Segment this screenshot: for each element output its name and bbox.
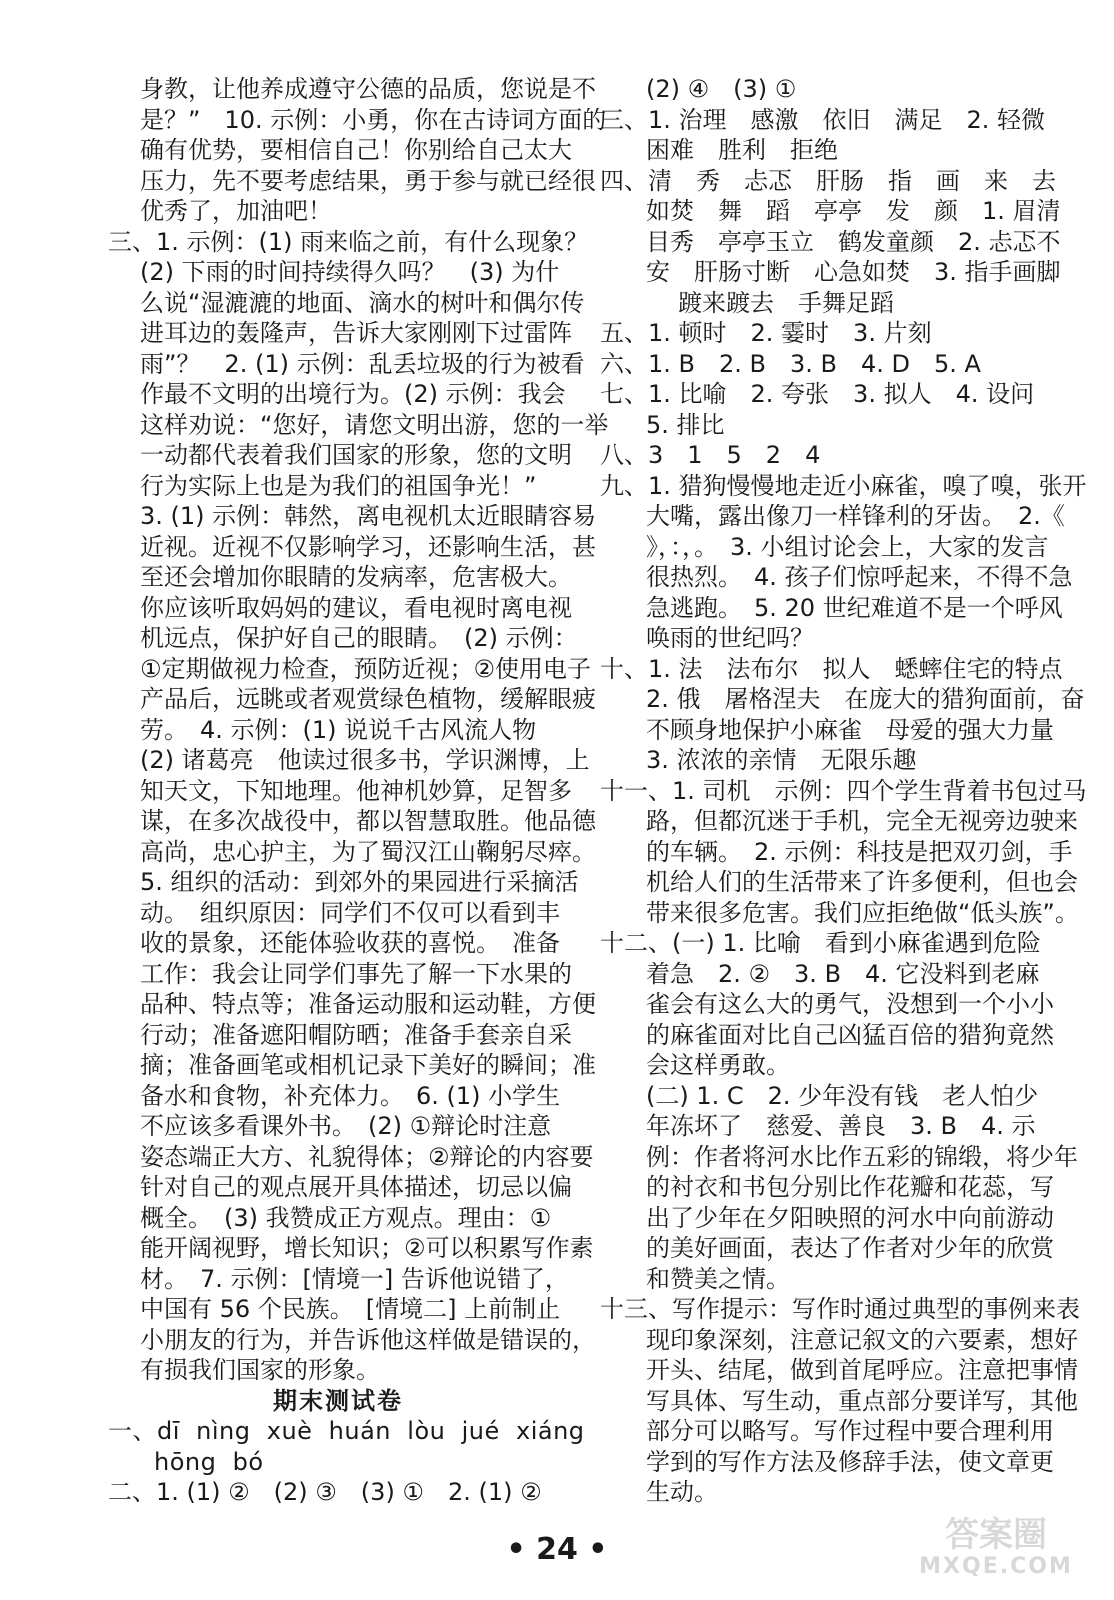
watermark-url: MXQE.COM <box>919 1554 1073 1579</box>
answer-line: 5. 组织的活动：到郊外的果园进行采摘活 <box>140 868 579 896</box>
answer-line: 安 肝肠寸断 心急如焚 3. 指手画脚 <box>646 258 1061 286</box>
page-number: • 24 • <box>506 1532 608 1567</box>
answer-line: 行动；准备遮阳帽防晒；准备手套亲自采 <box>140 1020 572 1049</box>
answer-line: 生动。 <box>646 1478 718 1506</box>
answer-line: 现印象深刻，注意记叙文的六要素，想好 <box>646 1325 1078 1354</box>
answer-line: 雀会有这么大的勇气，没想到一个小小 <box>646 990 1054 1018</box>
answer-line: 品种、特点等；准备运动服和运动鞋，方便 <box>140 990 596 1018</box>
answer-line: 2. 俄 屠格涅夫 在庞大的猎狗面前，奋 <box>646 685 1085 713</box>
answer-line: 出了少年在夕阳映照的河水中向前游动 <box>646 1203 1054 1232</box>
answer-line: 中国有 56 个民族。 [情境二] 上前制止 <box>140 1295 561 1323</box>
answer-line: 收的景象，还能体验收获的喜悦。 准备 <box>140 929 560 957</box>
answer-line: 机给人们的生活带来了许多便利，但也会 <box>646 868 1078 896</box>
answer-line: 3. (1) 示例：韩然，离电视机太近眼睛容易 <box>140 502 597 530</box>
answer-line: 和赞美之情。 <box>646 1264 790 1293</box>
answer-line: 带来很多危害。我们应拒绝做“低头族”。 <box>646 898 1079 927</box>
answer-line: 知天文，下知地理。他神机妙算，足智多 <box>140 776 572 805</box>
answer-line: 行为实际上也是为我们的祖国争光！” <box>140 471 537 500</box>
answer-line: 这样劝说：“您好，请您文明出游，您的一举 <box>140 410 609 439</box>
answer-line: 身教，让他养成遵守公德的品质，您说是不 <box>140 75 596 103</box>
left-column <box>108 74 609 1508</box>
answer-line: hōng bó <box>154 1447 264 1476</box>
answer-line: 一动都代表着我们国家的形象，您的文明 <box>140 441 572 469</box>
answer-line: 概全。 (3) 我赞成正方观点。理由：① <box>140 1203 552 1232</box>
answer-line: 例：作者将河水比作五彩的锦缎，将少年 <box>646 1142 1078 1171</box>
answer-line: 如焚 舞 蹈 亭亭 发 颜 1. 眉清 <box>646 197 1061 225</box>
answer-line: 目秀 亭亭玉立 鹤发童颜 2. 忐忑不 <box>646 227 1061 256</box>
answer-line: 部分可以略写。写作过程中要合理利用 <box>646 1417 1054 1445</box>
answer-line: 材。 7. 示例：[情境一] 告诉他说错了， <box>140 1264 569 1293</box>
answer-line: 压力，先不要考虑结果，勇于参与就已经很 <box>140 166 596 195</box>
answer-line: 姿态端正大方、礼貌得体；②辩论的内容要 <box>140 1142 594 1171</box>
section-heading: 期末测试卷 <box>273 1386 403 1415</box>
answer-line: 能开阔视野，增长知识；②可以积累写作素 <box>140 1234 594 1262</box>
answer-line: 备水和食物，补充体力。 6. (1) 小学生 <box>140 1081 561 1110</box>
answer-line: 困难 胜利 拒绝 <box>646 136 838 164</box>
answer-line: 急逃跑。 5. 20 世纪难道不是一个呼风 <box>646 593 1063 622</box>
answer-line: 十、1. 法 法布尔 拟人 蟋蟀住宅的特点 <box>600 654 1063 683</box>
answer-line: 十一、1. 司机 示例：四个学生背着书包过马 <box>600 776 1087 805</box>
answer-line: 你应该听取妈妈的建议，看电视时离电视 <box>140 593 572 622</box>
answer-line: 八、3 1 5 2 4 <box>600 441 821 469</box>
answer-line: 唤雨的世纪吗？ <box>646 624 814 652</box>
answer-line: 十三、写作提示：写作时通过典型的事例来表 <box>600 1295 1080 1323</box>
answer-line: (二) 1. C 2. 少年没有钱 老人怕少 <box>646 1081 1039 1110</box>
answer-line: 针对自己的观点展开具体描述，切忌以偏 <box>140 1173 572 1201</box>
right-column <box>600 74 1087 1508</box>
answer-line: 是？” 10. 示例：小勇，你在古诗词方面的 <box>140 105 607 134</box>
answer-line: 摘；准备画笔或相机记录下美好的瞬间；准 <box>140 1051 596 1079</box>
answer-line: 十二、(一) 1. 比喻 看到小麻雀遇到危险 <box>600 929 1041 957</box>
answer-line: 不应该多看课外书。 (2) ①辩论时注意 <box>140 1112 552 1140</box>
answer-line: 三、1. 治理 感激 依旧 满足 2. 轻微 <box>600 105 1046 134</box>
answer-line: 九、1. 猎狗慢慢地走近小麻雀，嗅了嗅，张开 <box>600 471 1087 500</box>
answer-line: 年冻坏了 慈爱、善良 3. B 4. 示 <box>646 1112 1036 1140</box>
answer-line: 作最不文明的出境行为。(2) 示例：我会 <box>140 380 566 408</box>
answer-line: 至还会增加你眼睛的发病率，危害极大。 <box>140 563 572 591</box>
watermark-logo <box>896 1516 1096 1590</box>
answer-line: 二、1. (1) ② (2) ③ (3) ① 2. (1) ② <box>108 1478 542 1506</box>
answer-line: 有损我们国家的形象。 <box>140 1356 380 1384</box>
answer-line: 不顾身地保护小麻雀 母爱的强大力量 <box>646 715 1054 744</box>
answer-line: 的车辆。 2. 示例：科技是把双刃剑，手 <box>646 837 1073 866</box>
watermark-text: 答案圈 <box>945 1515 1047 1555</box>
answer-line: 机远点，保护好自己的眼睛。 (2) 示例： <box>140 624 578 652</box>
answer-line: 3. 浓浓的亲情 无限乐趣 <box>646 746 917 774</box>
answer-line: 会这样勇敢。 <box>646 1051 790 1079</box>
answer-line: 优秀了，加油吧！ <box>140 197 332 225</box>
answer-line: 路，但都沉迷于手机，完全无视旁边驶来 <box>646 807 1078 835</box>
answer-line: 开头、结尾，做到首尾呼应。注意把事情 <box>646 1356 1078 1384</box>
answer-line: 一、dī nìng xuè huán lòu jué xiáng <box>108 1417 585 1445</box>
answer-line: 》，：，。 3. 小组讨论会上，大家的发言 <box>646 532 1049 561</box>
answer-line: 的美好画面，表达了作者对少年的欣赏 <box>646 1234 1054 1262</box>
answer-line: 劳。 4. 示例：(1) 说说千古风流人物 <box>140 715 537 744</box>
answer-line: 写具体、写生动，重点部分要详写，其他 <box>646 1386 1078 1415</box>
answer-line: 踱来踱去 手舞足蹈 <box>678 288 894 317</box>
answer-line: 学到的写作方法及修辞手法，使文章更 <box>646 1447 1054 1476</box>
answer-line: 六、1. B 2. B 3. B 4. D 5. A <box>600 349 981 378</box>
answer-line: 产品后，远眺或者观赏绿色植物，缓解眼疲 <box>140 685 596 713</box>
answer-line: 五、1. 顿时 2. 霎时 3. 片刻 <box>600 319 932 347</box>
answer-line: (2) ④ (3) ① <box>646 75 797 103</box>
answer-line: 七、1. 比喻 2. 夸张 3. 拟人 4. 设问 <box>600 380 1035 408</box>
answer-line: 三、1. 示例：(1) 雨来临之前，有什么现象？ <box>108 227 589 256</box>
answer-line: 动。 组织原因：同学们不仅可以看到丰 <box>140 898 560 927</box>
answer-line: 很热烈。 4. 孩子们惊呼起来，不得不急 <box>646 563 1073 591</box>
answer-line: 着急 2. ② 3. B 4. 它没料到老麻 <box>646 959 1040 988</box>
answer-line: ①定期做视力检查，预防近视；②使用电子 <box>140 654 592 683</box>
answer-line: 的衬衣和书包分别比作花瓣和花蕊，写 <box>646 1173 1054 1201</box>
answer-line: 么说“湿漉漉的地面、滴水的树叶和偶尔传 <box>140 288 585 317</box>
answer-line: 大嘴，露出像刀一样锋利的牙齿。 2.《 <box>646 502 1065 530</box>
answer-line: 雨”？ 2. (1) 示例：乱丢垃圾的行为被看 <box>140 349 585 378</box>
answer-line: 确有优势，要相信自己！你别给自己太大 <box>140 136 572 164</box>
answer-line: 谋，在多次战役中，都以智慧取胜。他品德 <box>140 807 596 835</box>
answer-line: 的麻雀面对比自己凶猛百倍的猎狗竟然 <box>646 1020 1054 1049</box>
answer-line: 高尚，忠心护主，为了蜀汉江山鞠躬尽瘁。 <box>140 837 596 866</box>
answer-line: 小朋友的行为，并告诉他这样做是错误的， <box>140 1325 596 1354</box>
answer-line: 四、清 秀 忐忑 肝肠 指 画 来 去 <box>600 166 1056 195</box>
answer-line: 5. 排比 <box>646 410 725 439</box>
answer-line: 近视。近视不仅影响学习，还影响生活，甚 <box>140 532 596 561</box>
answer-line: 工作：我会让同学们事先了解一下水果的 <box>140 959 572 988</box>
answer-line: (2) 下雨的时间持续得久吗？ (3) 为什 <box>140 258 560 286</box>
answer-line: 进耳边的轰隆声，告诉大家刚刚下过雷阵 <box>140 319 572 347</box>
answer-line: (2) 诸葛亮 他读过很多书，学识渊博，上 <box>140 746 590 774</box>
